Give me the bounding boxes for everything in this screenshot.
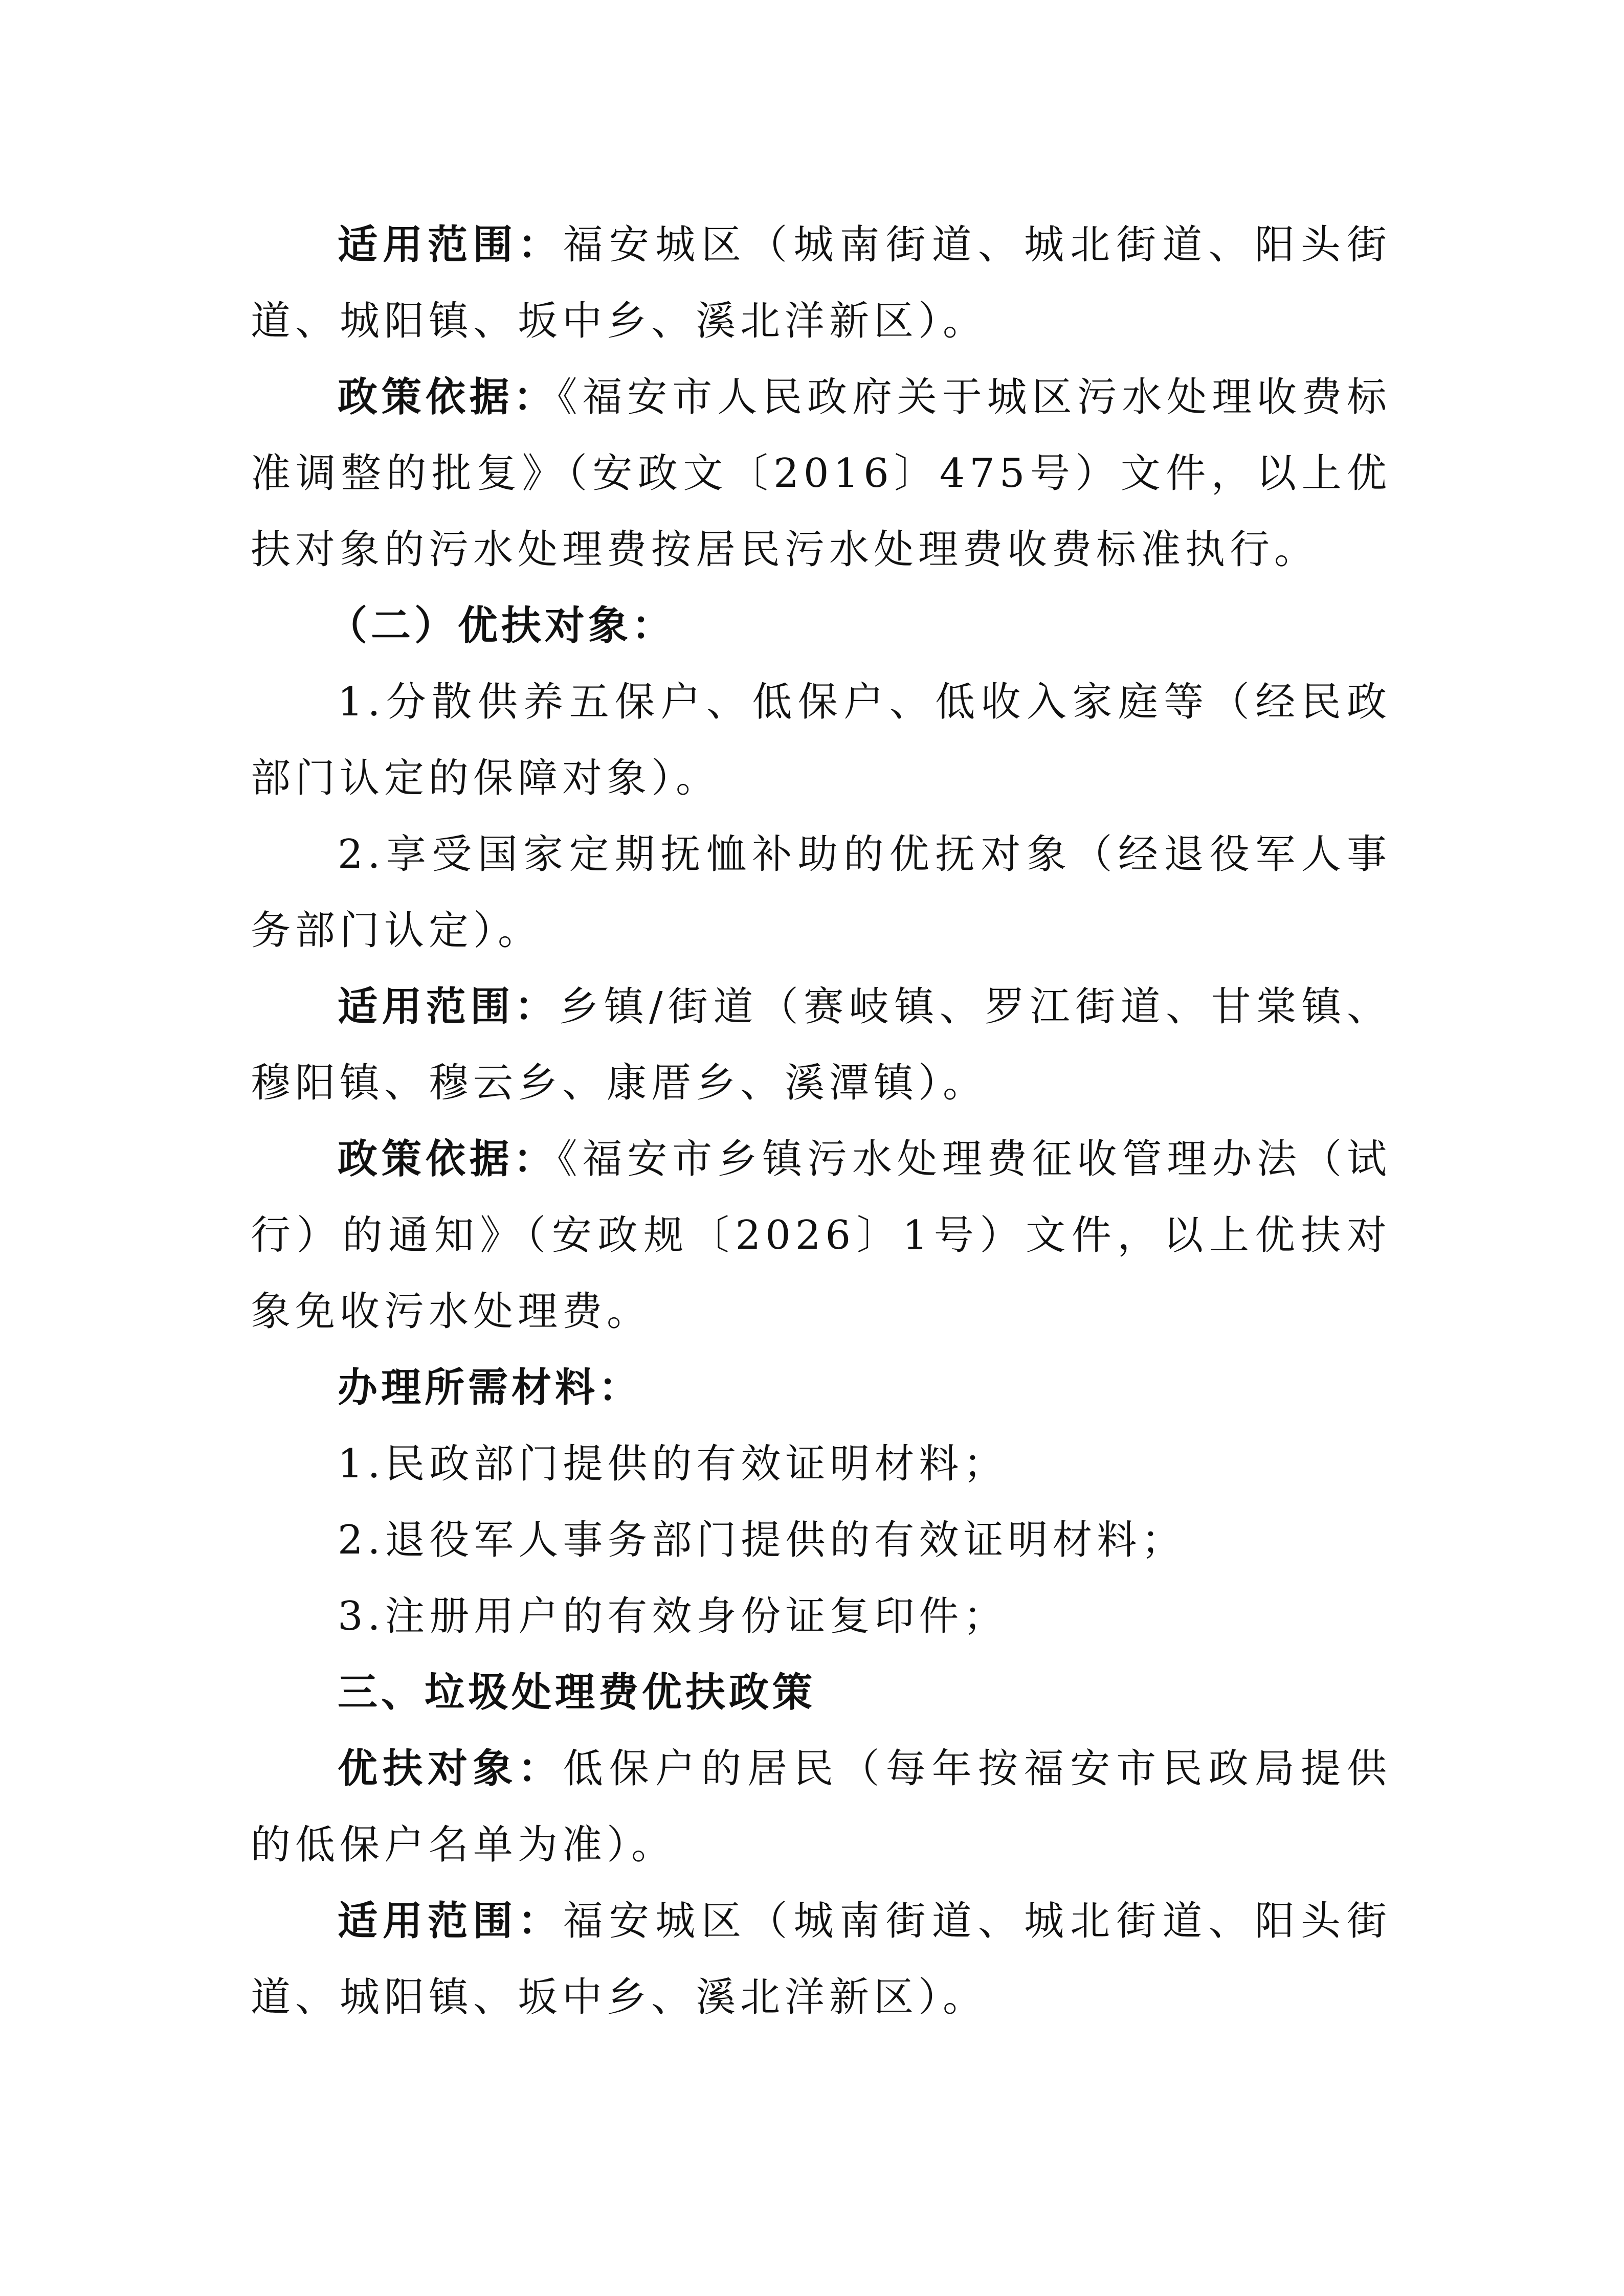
basis-text: 《福安市人民政府关于城区污水处理收费标准调整的批复》（安政文〔2016〕475号）文件，以上优扶对象的污水处理费按居民污水处理费收费标准执行。 <box>251 374 1391 573</box>
scope-paragraph-garbage <box>251 1883 1391 2036</box>
beneficiary-text: 低保户的居民（每年按福安市民政局提供的低保户名单为准）。 <box>251 1746 1391 1868</box>
section-heading-garbage: 三、垃圾处理费优扶政策 <box>338 1670 816 1716</box>
basis-paragraph-towns <box>251 1121 1391 1350</box>
basis-text: 《福安市乡镇污水处理费征收管理办法（试行）的通知》（安政规〔2026〕1号）文件，以上优扶对象免收污水处理费。 <box>251 1136 1391 1335</box>
section-heading-materials: 办理所需材料： <box>338 1365 642 1411</box>
scope-label: 适用范围： <box>338 222 563 268</box>
material-item-2: 2.退役军人事务部门提供的有效证明材料； <box>338 1517 1186 1563</box>
material-item-1: 1.民政部门提供的有效证明材料； <box>338 1441 1008 1487</box>
beneficiary-item-1: 1.分散供养五保户、低保户、低收入家庭等（经民政部门认定的保障对象）。 <box>251 679 1391 801</box>
scope-label: 适用范围： <box>338 1898 563 1944</box>
beneficiary-label: 优扶对象： <box>338 1746 563 1792</box>
basis-label: 政策依据： <box>338 374 558 420</box>
beneficiary-item-2: 2.享受国家定期抚恤补助的优抚对象（经退役军人事务部门认定）。 <box>251 831 1391 954</box>
material-item-3: 3.注册用户的有效身份证复印件； <box>338 1593 1008 1639</box>
basis-label: 政策依据： <box>338 1136 558 1182</box>
section-heading-beneficiaries: （二）优扶对象： <box>327 603 676 649</box>
scope-paragraph-urban <box>251 207 1391 359</box>
basis-paragraph-urban <box>251 359 1391 588</box>
scope-text: 乡镇/街道（赛岐镇、罗江街道、甘棠镇、穆阳镇、穆云乡、康厝乡、溪潭镇）。 <box>251 984 1391 1106</box>
scope-label: 适用范围： <box>338 984 559 1030</box>
beneficiary-paragraph-garbage <box>251 1731 1391 1883</box>
scope-text: 福安城区（城南街道、城北街道、阳头街道、城阳镇、坂中乡、溪北洋新区）。 <box>251 1898 1391 2020</box>
scope-paragraph-towns <box>251 969 1391 1121</box>
scope-text: 福安城区（城南街道、城北街道、阳头街道、城阳镇、坂中乡、溪北洋新区）。 <box>251 222 1391 344</box>
